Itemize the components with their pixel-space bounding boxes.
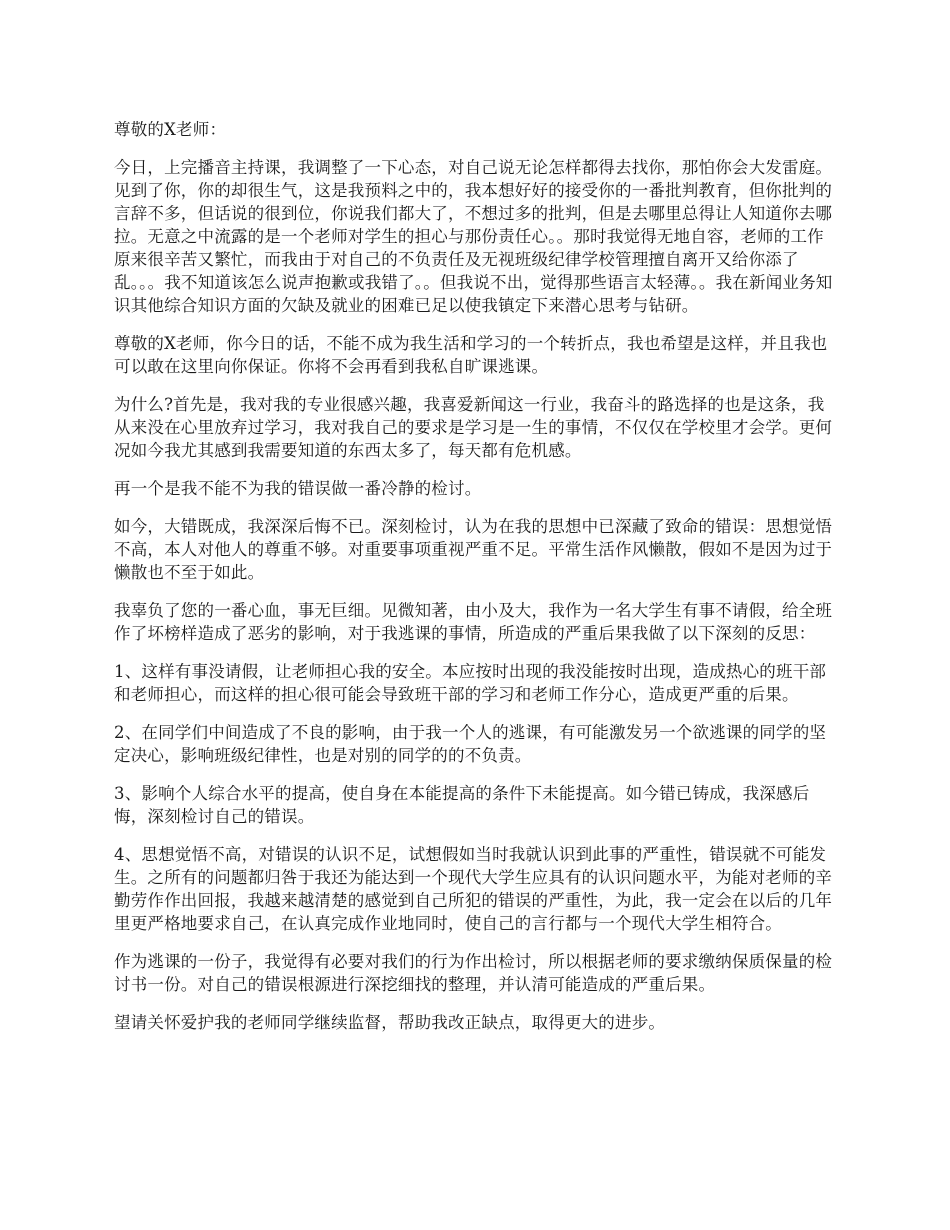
paragraph-2: 尊敬的X老师，你今日的话，不能不成为我生活和学习的一个转折点，我也希望是这样，并且我也可以敢在这里向你保证。你将不会再看到我私自旷课逃课。 bbox=[114, 334, 828, 376]
list-item-3: 3、影响个人综合水平的提高，使自身在本能提高的条件下未能提高。如今错已铸成，我深感后悔，深刻检讨自己的错误。 bbox=[114, 784, 810, 826]
paragraph-6: 我辜负了您的一番心血，事无巨细。见微知著，由小及大，我作为一名大学生有事不请假，给全班作了坏榜样造成了恶劣的影响，对于我逃课的事情，所造成的严重后果我做了以下深刻的反思： bbox=[114, 601, 833, 643]
letter-body bbox=[114, 118, 840, 1049]
list-item-4: 4、思想觉悟不高，对错误的认识不足，试想假如当时我就认识到此事的严重性，错误就不可能发生。之所有的问题都归咎于我还为能达到一个现代大学生应具有的认识问题水平，为能对老师的辛勤劳作作出回报，我越来越清楚的感觉到自己所犯的错误的严重性，为此，我一定会在以后的几年里更严格地要求自己，在认真完成作业地同时，使自己的言行都与一个现代大学生相符合。 bbox=[114, 845, 833, 933]
paragraph-7: 作为逃课的一份子，我觉得有必要对我们的行为作出检讨，所以根据老师的要求缴纳保质保量的检讨书一份。对自己的错误根源进行深挖细找的整理，并认清可能造成的严重后果。 bbox=[114, 952, 833, 994]
salutation: 尊敬的X老师： bbox=[114, 120, 227, 139]
paragraph-3: 为什么?首先是，我对我的专业很感兴趣，我喜爱新闻这一行业，我奋斗的路选择的也是这条，我从来没在心里放弃过学习，我对我自己的要求是学习是一生的事情，不仅仅在学校里才会学。更何况如今我尤其感到我需要知道的东西太多了，每天都有危机感。 bbox=[114, 395, 833, 460]
closing-paragraph: 望请关怀爱护我的老师同学继续监督，帮助我改正缺点，取得更大的进步。 bbox=[114, 1013, 666, 1032]
paragraph-1: 今日，上完播音主持课，我调整了一下心态，对自己说无论怎样都得去找你，那怕你会大发雷庭。见到了你，你的却很生气，这是我预料之中的，我本想好好的接受你的一番批判教育，但你批判的言辞不多，但话说的很到位，你说我们都大了，不想过多的批判，但是去哪里总得让人知道你去哪拉。无意之中流露的是一个老师对学生的担心与那份责任心。。那时我觉得无地自容，老师的工作原来很辛苦又繁忙，而我由于对自己的不负责任及无视班级纪律学校管理擅自离开又给你添了乱。。。我不知道该怎么说声抱歉或我错了。。但我说不出，觉得那些语言太轻薄。。我在新闻业务知识其他综合知识方面的欠缺及就业的困难已足以使我镇定下来潜心思考与钻研。 bbox=[114, 158, 833, 315]
paragraph-4: 再一个是我不能不为我的错误做一番冷静的检讨。 bbox=[114, 479, 482, 498]
list-item-1: 1、这样有事没请假，让老师担心我的安全。本应按时出现的我没能按时出现，造成热心的班干部和老师担心，而这样的担心很可能会导致班干部的学习和老师工作分心，造成更严重的后果。 bbox=[114, 662, 827, 704]
paragraph-5: 如今，大错既成，我深深后悔不已。深刻检讨，认为在我的思想中已深藏了致命的错误：思想觉悟不高，本人对他人的尊重不够。对重要事项重视严重不足。平常生活作风懒散，假如不是因为过于懒散也不至于如此。 bbox=[114, 517, 833, 582]
list-item-2: 2、在同学们中间造成了不良的影响，由于我一个人的逃课，有可能激发另一个欲逃课的同学的坚定决心，影响班级纪律性，也是对别的同学的的不负责。 bbox=[114, 723, 827, 765]
